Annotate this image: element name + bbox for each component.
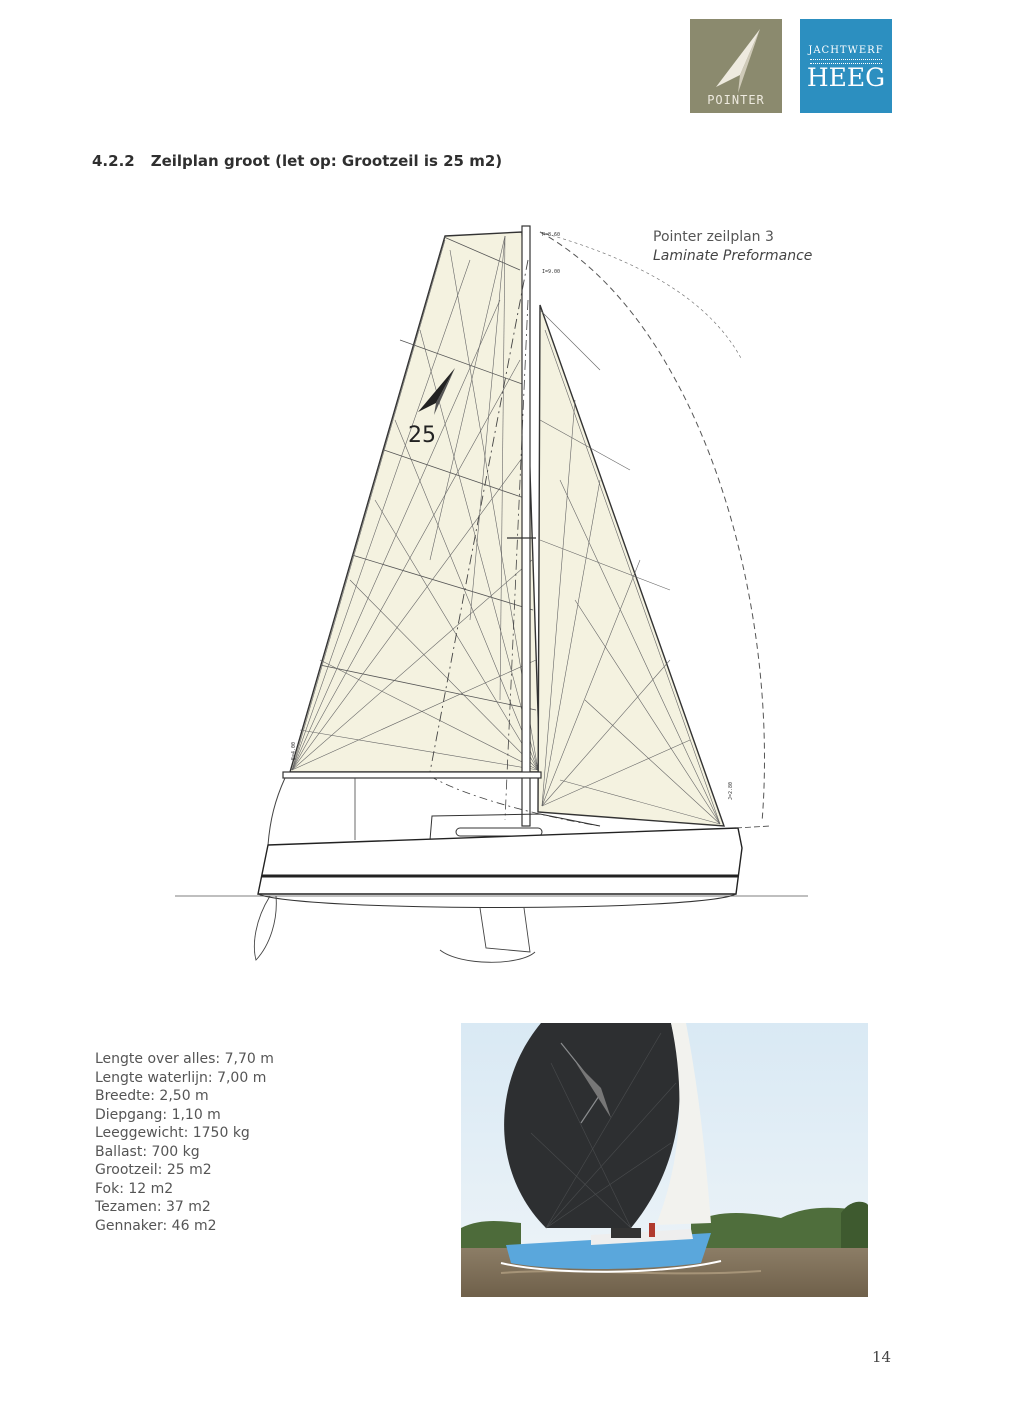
page-number: 14 [872, 1348, 892, 1366]
spec-item: Diepgang: 1,10 m [95, 1106, 221, 1123]
heeg-text: HEEG [806, 63, 886, 92]
spec-item: Leeggewicht: 1750 kg [95, 1125, 250, 1141]
spec-item: Gennaker: 46 m2 [95, 1217, 217, 1234]
dim-e-label: E=4.00 [291, 741, 297, 760]
dim-i-label: I=9.00 [542, 269, 561, 275]
sailplan-drawing [170, 200, 830, 970]
jachtwerf-text: JACHTWERF [808, 45, 884, 56]
mainsail [290, 232, 540, 772]
dim-j-label: J=2.80 [728, 781, 734, 800]
spec-item: Ballast: 700 kg [95, 1143, 200, 1160]
jachtwerf-heeg-logo [800, 19, 892, 113]
spec-item: Breedte: 2,50 m [95, 1088, 209, 1104]
keel [480, 908, 530, 952]
section-number: 4.2.2 [92, 152, 135, 170]
rudder [254, 896, 276, 960]
hull [258, 826, 770, 908]
boom [283, 772, 541, 778]
spec-item: Lengte waterlijn: 7,00 m [95, 1069, 267, 1086]
section-heading [92, 152, 502, 170]
section-title: Zeilplan groot (let op: Grootzeil is 25 m2) [150, 152, 503, 170]
spec-item: Lengte over alles: 7,70 m [95, 1051, 274, 1067]
mast [522, 226, 530, 826]
sailplan-subtitle: Laminate Preformance [653, 248, 813, 264]
sailing-photo [461, 1023, 868, 1297]
jib [538, 305, 724, 826]
specifications-list [95, 1050, 274, 1235]
sailplan-title: Pointer zeilplan 3 [653, 229, 774, 245]
pointer-logo-text: POINTER [707, 93, 765, 107]
sail-number: 25 [408, 423, 436, 448]
pointer-logo [690, 19, 782, 113]
spec-item: Grootzeil: 25 m2 [95, 1162, 212, 1178]
spec-item: Tezamen: 37 m2 [95, 1199, 211, 1215]
dim-p-label: P=8.60 [542, 232, 561, 238]
spec-item: Fok: 12 m2 [95, 1180, 174, 1197]
